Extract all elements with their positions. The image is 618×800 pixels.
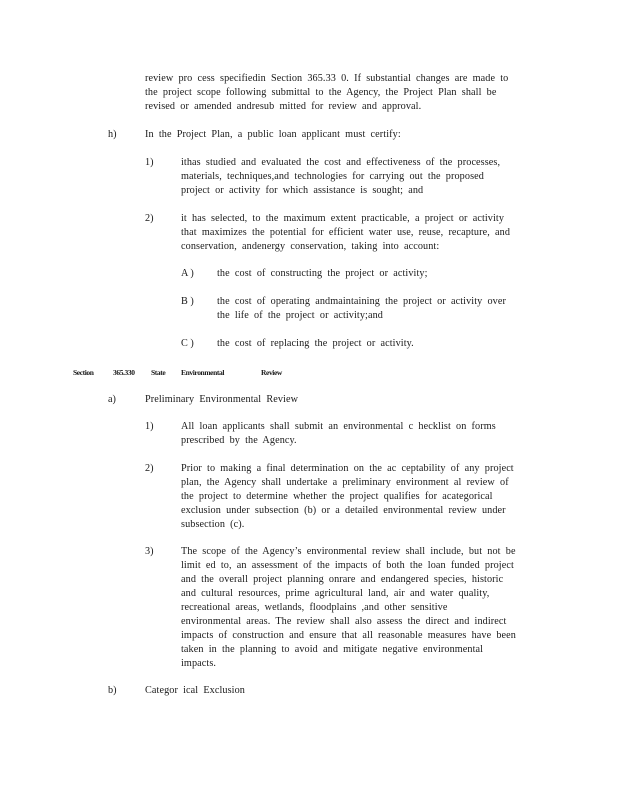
- item-h-2-a-label: A ): [181, 268, 194, 279]
- item-a-3-text: The scope of the Agency’s environmental review shall include, but not be limit ed to, an assessment of the impacts of both the loan funded project and the overall project planning onrare and endangered species, historic and cultural resources, prime agricultural land, air and water quality, recreational areas, wetlands, floodplains ,and other sensitive environmental areas. The review shall also assess the direct and indirect impacts of construction and ensure that all reasonable measures have been taken in the planning to avoid and mitigate negative environmental impacts.: [181, 546, 516, 669]
- item-h-2-c-label: C ): [181, 338, 194, 349]
- item-h-2-b-text: the cost of operating andmaintaining the project or activity over the life of the project or activity;and: [217, 296, 506, 321]
- item-h-2-text: it has selected, to the maximum extent practicable, a project or activity that maximizes the potential for efficient water use, reuse, recapture, and conservation, andenergy conservation, taking into account:: [181, 213, 511, 252]
- section-word: Section: [73, 368, 94, 377]
- item-b-text: Categor ical Exclusion: [145, 685, 245, 696]
- item-a-label: a): [108, 394, 116, 405]
- section-title-state: State: [151, 368, 166, 377]
- item-h-2-b-label: B ): [181, 296, 194, 307]
- item-h-2-a-text: the cost of constructing the project or activity;: [217, 268, 428, 279]
- section-number: 365.330: [113, 368, 135, 377]
- item-h-1-text: ithas studied and evaluated the cost and effectiveness of the processes, materials, techniques,and technologies for carrying out the proposed project or activity for which assistance is sought; and: [181, 157, 501, 196]
- item-a-2-label: 2): [145, 463, 154, 474]
- item-h-1-label: 1): [145, 157, 154, 168]
- item-a-text: Preliminary Environmental Review: [145, 394, 299, 405]
- section-title-review: Review: [261, 368, 282, 377]
- item-a-2-text: Prior to making a final determination on the ac ceptability of any project plan, the Agency shall undertake a preliminary environment al review of the project to determine whether the project qualifies for acategorical exclusion under subsection (b) or a detailed environmental review under subsection (c).: [181, 463, 514, 530]
- item-a-1-text: All loan applicants shall submit an environmental c hecklist on forms prescribed by the Agency.: [181, 421, 496, 446]
- intro-paragraph: review pro cess specifiedin Section 365.33 0. If substantial changes are made to the project scope following submittal to the Agency, the Project Plan shall be revised or amended andresub mitted for review and approval.: [145, 73, 509, 112]
- item-a-3-label: 3): [145, 546, 154, 557]
- item-h-label: h): [108, 129, 117, 140]
- item-b-label: b): [108, 685, 117, 696]
- item-h-2-c-text: the cost of replacing the project or activity.: [217, 338, 414, 349]
- item-h-text: In the Project Plan, a public loan applicant must certify:: [145, 129, 401, 140]
- section-title-environmental: Environmental: [181, 368, 225, 377]
- item-a-1-label: 1): [145, 421, 154, 432]
- item-h-2-label: 2): [145, 213, 154, 224]
